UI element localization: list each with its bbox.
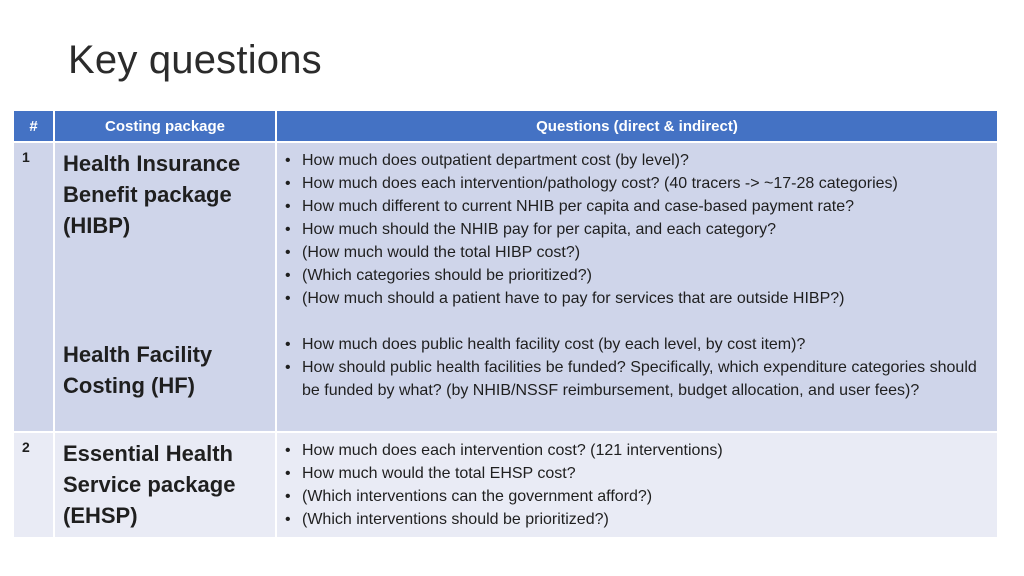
row-number: 2	[14, 432, 54, 537]
question-list	[277, 433, 997, 531]
list-item: • (Which interventions should be prioritized?)	[301, 508, 989, 531]
package-cell	[54, 432, 276, 537]
header-number: #	[14, 111, 54, 142]
list-item: • How much does public health facility cost (by each level, by cost item)?	[301, 333, 989, 356]
list-item: • How much should the NHIB pay for per capita, and each category?	[301, 218, 989, 241]
package-name: Health Insurance Benefit package (HIBP)	[63, 151, 241, 238]
table-row	[14, 432, 997, 537]
list-item: • How much would the total EHSP cost?	[301, 462, 989, 485]
list-item: • How should public health facilities be funded? Specifically, which expenditure categories should be funded by what? (by NHIB/NSSF reimbursement, budget allocation, and user fees)?	[301, 356, 989, 402]
list-item: • (Which interventions can the government afford?)	[301, 485, 989, 508]
list-item: • How much does each intervention/pathology cost? (40 tracers -> ~17-28 categories)	[301, 172, 989, 195]
list-item: • How much does outpatient department cost (by level)?	[301, 149, 989, 172]
question-list	[277, 143, 997, 310]
header-costing-package: Costing package	[54, 111, 276, 142]
table-header-row	[14, 111, 997, 142]
header-questions: Questions (direct & indirect)	[276, 111, 997, 142]
list-item: • (How much should a patient have to pay for services that are outside HIBP?)	[301, 287, 989, 310]
package-cell	[54, 142, 276, 432]
questions-cell	[276, 142, 997, 432]
package-name: Essential Health Service package (EHSP)	[63, 441, 236, 528]
questions-cell	[276, 432, 997, 537]
key-questions-table	[14, 111, 997, 537]
table-row	[14, 142, 997, 432]
row-number: 1	[14, 142, 54, 432]
list-item: • How much does each intervention cost? (121 interventions)	[301, 439, 989, 462]
list-item: • How much different to current NHIB per capita and case-based payment rate?	[301, 195, 989, 218]
list-item: • (How much would the total HIBP cost?)	[301, 241, 989, 264]
slide-title: Key questions	[68, 38, 322, 82]
list-item: • (Which categories should be prioritized?)	[301, 264, 989, 287]
package-name: Health Facility Costing (HF)	[63, 342, 213, 398]
question-list	[277, 333, 997, 402]
